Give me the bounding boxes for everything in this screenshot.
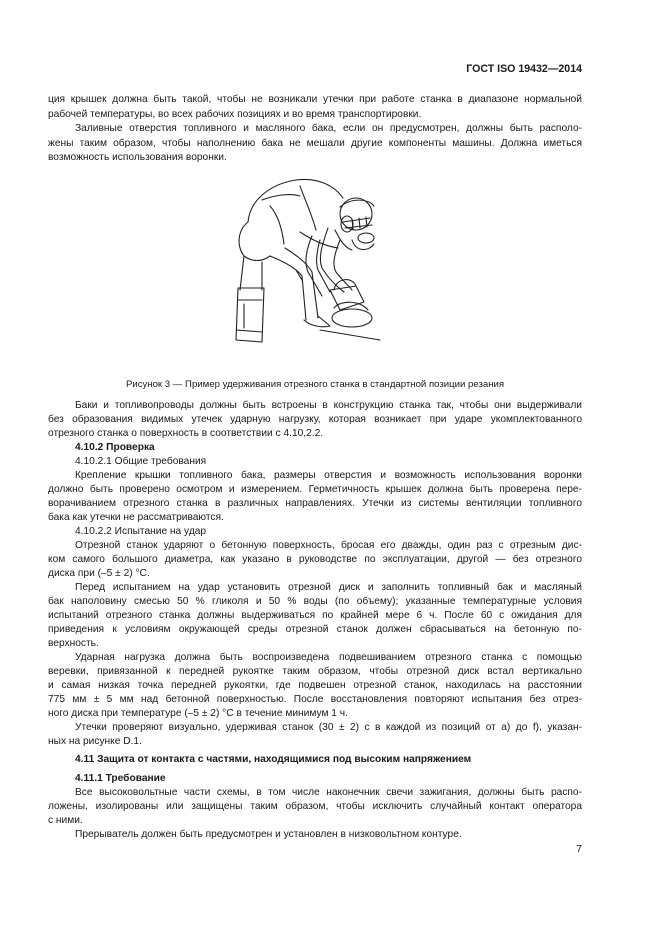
- operator-body: [239, 179, 352, 260]
- paragraph-line: Все высоковольтные части схемы, в том числе наконечник свечи зажигания, должны быть распо-: [75, 787, 582, 798]
- paragraph-line: ком самого большого диаметра, как указано в руководстве по эксплуатации, другой — без отрезного: [48, 554, 582, 565]
- operator-helmet: [340, 198, 374, 232]
- paragraph-line: ных на рисунке D.1.: [48, 736, 142, 747]
- paragraph-line: и самая низкая точка передней рукоятки, где подвешен отрезной станок, находилась на расстоянии: [48, 680, 582, 691]
- paragraph-interrupter: [48, 828, 582, 842]
- paragraph-leak-check: [48, 721, 582, 749]
- paragraph-impact-test: [48, 539, 582, 581]
- paragraph-line: Утечки проверяют визуально, удерживая станок (30 ± 2) с в каждой из позиций от а) до f), указан-: [75, 722, 582, 733]
- paragraph-line: рабочей температуры, во всех рабочих позициях и во время транспортировки.: [48, 108, 422, 120]
- paragraph-line: отрезного станка о поверхность в соответствии с 4.10,2.2.: [48, 428, 324, 439]
- paragraph-line: с ними.: [48, 815, 83, 826]
- figure-caption: Рисунок 3 — Пример удерживания отрезного станка в стандартной позиции резания: [125, 379, 505, 390]
- paragraph-line: ложены, изолированы или защищены таким образом, чтобы исключить случайный контакт оператора: [48, 801, 582, 812]
- paragraph-line: Отрезной станок ударяют о бетонную поверхность, бросая его дважды, один раз с отрезным дис-: [75, 540, 582, 551]
- paragraph-line: ного диска при температуре (–5 ± 2) °С в течение минимум 1 ч.: [48, 708, 348, 719]
- paragraph-tanks: [48, 399, 582, 441]
- text-block-main: [48, 399, 582, 842]
- paragraph-line: Прерыватель должен быть предусмотрен и установлен в низковольтном контуре.: [75, 829, 462, 840]
- operator-legs: [236, 248, 330, 342]
- paragraph-line: диска при (–5 ± 2) °С.: [48, 568, 150, 579]
- paragraph-general-requirements: [48, 469, 582, 525]
- heading-4-11-1: 4.11.1 Требование: [75, 773, 166, 784]
- text-block-top: [48, 93, 582, 166]
- paragraph-line: веревки, привязанной к передней рукоятке таким образом, чтобы отрезной диск встал вертикально: [48, 666, 582, 677]
- paragraph-filler-openings: [48, 122, 582, 166]
- paragraph-line: Заливные отверстия топливного и масляного бака, если он предусмотрен, должны быть располо-: [75, 123, 582, 134]
- figure-illustration: [215, 170, 395, 350]
- paragraph-line: Перед испытанием на удар установить отрезной диск и заполнить топливный бак и масляный: [75, 582, 582, 593]
- paragraph-line: ворачиванием отрезного станка в различных направлениях. Утечки из системы вентиляции топливного: [48, 498, 582, 509]
- paragraph-line: испытаний отрезного станка должны выдерживаться по крайней мере 6 ч. После 60 с ожидания для: [48, 610, 582, 621]
- operator-face: [352, 233, 374, 250]
- paragraph-line: Баки и топливопроводы должны быть встроены в конструкцию станка так, чтобы они выдерживали: [75, 400, 582, 411]
- heading-4-11: 4.11 Защита от контакта с частями, находящимися под высоким напряжением: [75, 754, 472, 765]
- paragraph-line: жены таким образом, чтобы наполнению бака не мешали другие компоненты машины. Должна иметься: [48, 137, 582, 149]
- paragraph-line: 775 мм ± 5 мм над бетонной поверхностью. После восстановления повторяют испытания без отрез-: [48, 694, 582, 705]
- paragraph-line: ция крышек должна быть такой, чтобы не возникали утечки при работе станка в диапазоне нормальной: [48, 94, 582, 105]
- paragraph-high-voltage: [48, 786, 582, 828]
- paragraph-before-test: [48, 581, 582, 651]
- heading-4-10-2-1: 4.10.2.1 Общие требования: [75, 456, 207, 467]
- paragraph-line: бака как утечки не рассматриваются.: [48, 512, 224, 523]
- paragraph-line: верхность.: [48, 638, 99, 649]
- operator-arms: [306, 228, 352, 296]
- page-number: 7: [576, 844, 582, 855]
- paragraph-line: без образования видимых утечек ударную нагрузку, которая возникает при ударе укомплектованного: [48, 414, 582, 425]
- heading-4-10-2-2: 4.10.2.2 Испытание на удар: [75, 526, 207, 537]
- paragraph-continuation: [48, 93, 582, 122]
- paragraph-line: Крепление крышки топливного бака, размеры отверстия и возможность использования воронки: [75, 470, 582, 481]
- document-number-header: ГОСТ ISO 19432—2014: [466, 63, 582, 75]
- paragraph-line: должно быть проверено осмотром и измерением. Герметичность крышек должна быть проверена пере-: [48, 484, 582, 495]
- paragraph-line: бак наполовину смесью 50 % гликоля и 50 % воды (по объему); указанные температурные условия: [48, 596, 582, 607]
- cut-off-saw: [330, 280, 372, 327]
- paragraph-line: возможность использования воронки.: [48, 152, 227, 163]
- paragraph-line: приведения к условиям окружающей среды отрезной станок должен сбрасываться на бетонную по-: [48, 624, 582, 635]
- ground-line: [320, 330, 380, 340]
- paragraph-line: Ударная нагрузка должна быть воспроизведена подвешиванием отрезного станка с помощью: [75, 652, 582, 663]
- paragraph-impact-load: [48, 651, 582, 721]
- heading-4-10-2: 4.10.2 Проверка: [75, 442, 155, 453]
